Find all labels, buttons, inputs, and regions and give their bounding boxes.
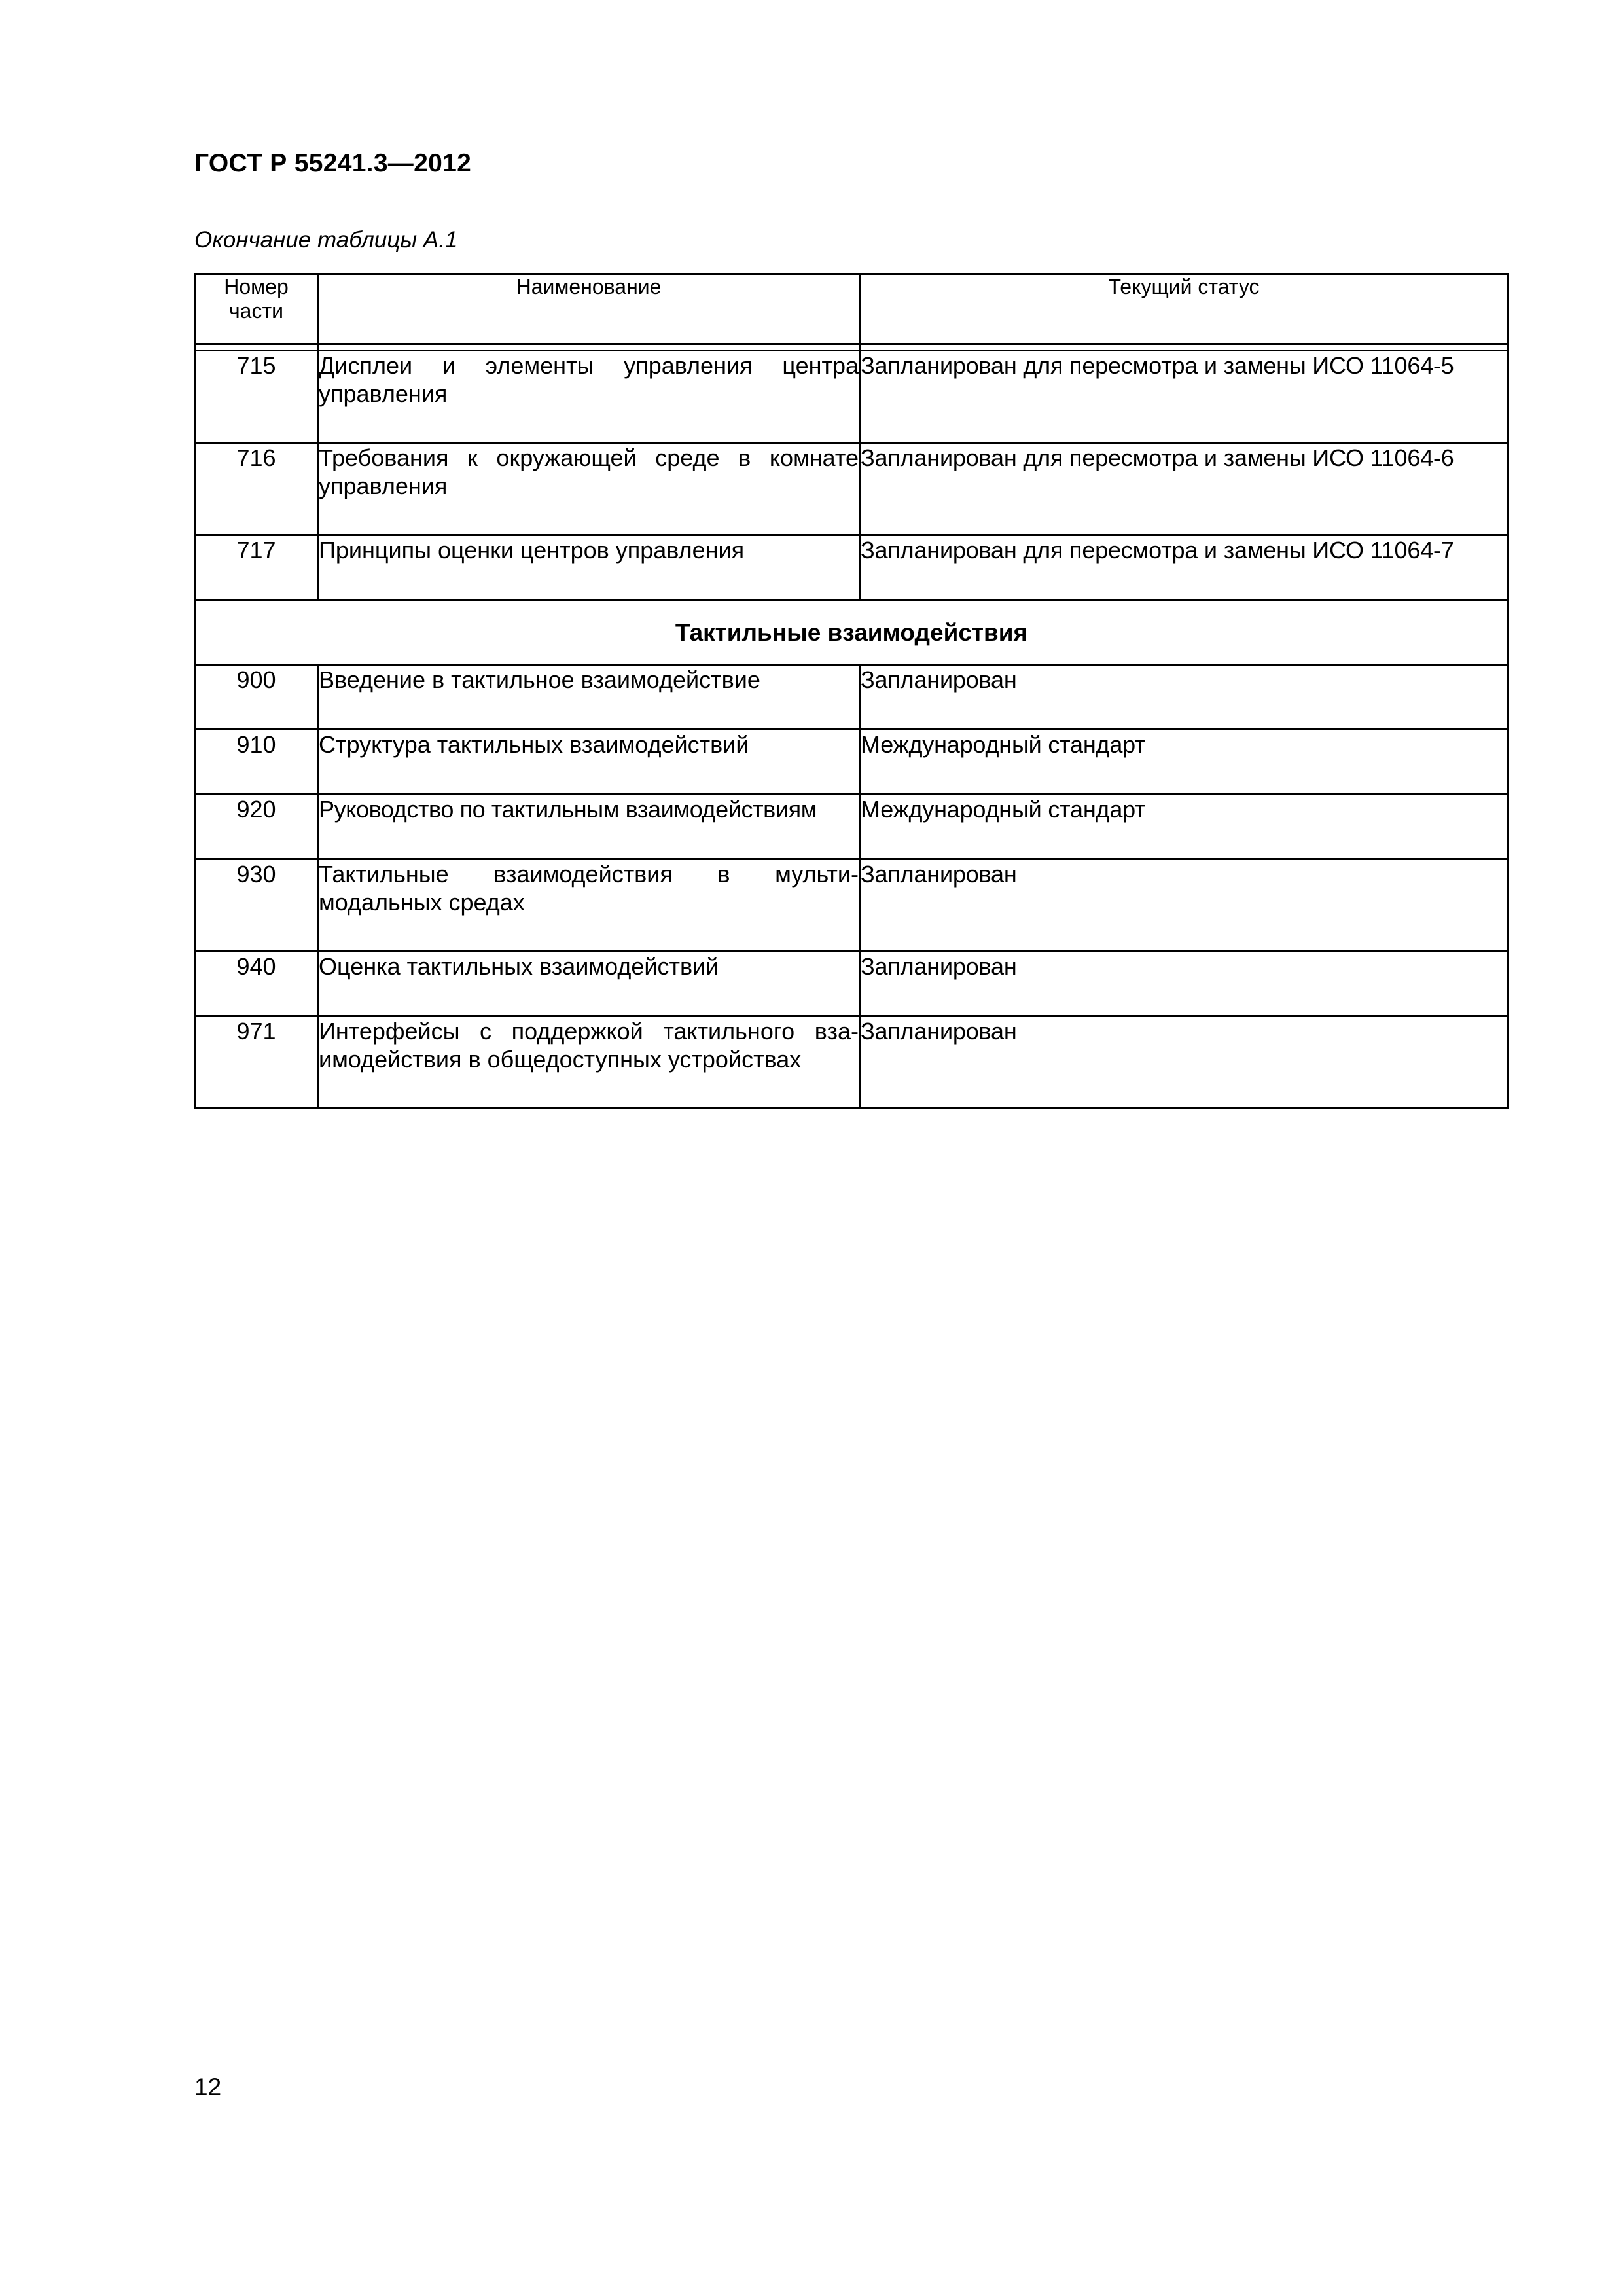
- document-code: ГОСТ Р 55241.3—2012: [194, 149, 472, 177]
- part-name: Оценка тактильных взаимодействий: [318, 952, 860, 1016]
- part-number: 910: [195, 730, 318, 795]
- part-status: Запланирован: [860, 665, 1508, 730]
- table-row: [195, 1016, 1508, 1109]
- part-status: Международный стандарт: [860, 730, 1508, 795]
- page-number: 12: [194, 2073, 222, 2100]
- table-row: [195, 665, 1508, 730]
- part-name: Руководство по тактильным взаимодействиям: [318, 795, 860, 859]
- part-name: Интерфейсы с поддержкой тактильного взаимодействия в общедоступных устройствах: [318, 1016, 860, 1109]
- part-status: Запланирован: [860, 1016, 1508, 1109]
- header-separator: [195, 344, 1508, 351]
- table-row: [195, 952, 1508, 1016]
- part-status: Запланирован для пересмотра и замены ИСО 11064-7: [860, 535, 1508, 600]
- column-header-number: Номер части: [195, 274, 318, 344]
- part-name: Структура тактильных взаимодействий: [318, 730, 860, 795]
- part-name: Тактильные взаимодействия в мультимодальных средах: [318, 859, 860, 952]
- part-number: 930: [195, 859, 318, 952]
- part-status: Запланирован: [860, 859, 1508, 952]
- table-row: [195, 859, 1508, 952]
- table-row: [195, 443, 1508, 535]
- table-caption: Окончание таблицы А.1: [194, 227, 458, 253]
- part-status: Запланирован для пересмотра и замены ИСО 11064-6: [860, 443, 1508, 535]
- table-row: [195, 730, 1508, 795]
- table-row: [195, 535, 1508, 600]
- part-name: Требования к окружающей среде в комнате управления: [318, 443, 860, 535]
- table-row: [195, 795, 1508, 859]
- parts-table: [194, 273, 1509, 1109]
- part-status: Международный стандарт: [860, 795, 1508, 859]
- part-status: Запланирован для пересмотра и замены ИСО 11064-5: [860, 351, 1508, 443]
- part-name: Принципы оценки центров управления: [318, 535, 860, 600]
- part-number: 715: [195, 351, 318, 443]
- part-name: Введение в тактильное взаимодействие: [318, 665, 860, 730]
- part-name: Дисплеи и элементы управления центра управления: [318, 351, 860, 443]
- column-header-status: Текущий статус: [860, 274, 1508, 344]
- part-number: 920: [195, 795, 318, 859]
- part-number: 716: [195, 443, 318, 535]
- part-number: 971: [195, 1016, 318, 1109]
- table-row: [195, 351, 1508, 443]
- part-number: 717: [195, 535, 318, 600]
- section-title: Тактильные взаимодействия: [195, 600, 1508, 665]
- part-number: 900: [195, 665, 318, 730]
- table-header-row: [195, 274, 1508, 344]
- section-heading-row: [195, 600, 1508, 665]
- part-status: Запланирован: [860, 952, 1508, 1016]
- part-number: 940: [195, 952, 318, 1016]
- column-header-name: Наименование: [318, 274, 860, 344]
